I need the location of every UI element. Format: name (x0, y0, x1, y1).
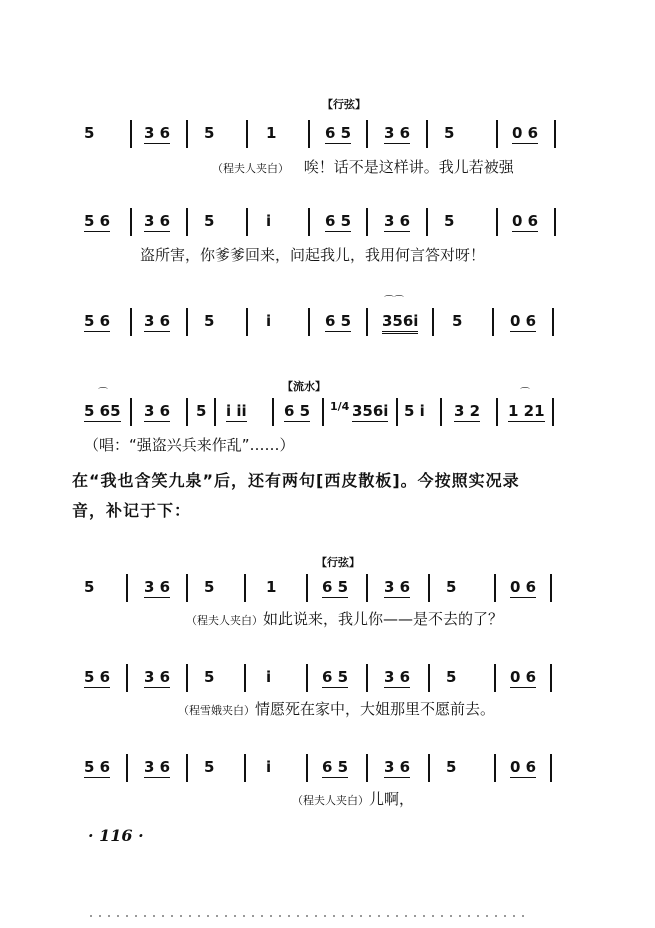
note: 5 6 (84, 312, 111, 330)
note: 5 i (404, 402, 425, 420)
note: 5 (444, 124, 455, 142)
lyric-text: 如此说来，我儿你——是不去的了？ (263, 610, 504, 628)
notation-row-1 (0, 116, 655, 156)
barline (396, 398, 398, 426)
barline (322, 398, 324, 426)
note: 356i (352, 402, 389, 420)
barline (306, 574, 308, 602)
barline (246, 120, 248, 148)
slur-mark: ⌒ (520, 388, 530, 399)
barline (246, 208, 248, 236)
note: 6 5 (325, 124, 352, 142)
barline (246, 308, 248, 336)
note: i ii (226, 402, 247, 420)
note: 6 5 (322, 758, 349, 776)
note: 5 (204, 758, 215, 776)
note: 5 6 (84, 758, 111, 776)
barline (186, 664, 188, 692)
tag-liushui: 【流水】 (282, 380, 326, 393)
barline (554, 120, 556, 148)
barline (308, 208, 310, 236)
note: 5 (204, 124, 215, 142)
lyric-text: 唉！话不是这样讲。我儿若被强 (303, 158, 514, 176)
note: 1 (266, 578, 277, 596)
note: i (266, 212, 272, 230)
note: 3 6 (144, 402, 171, 420)
notation-row-2 (0, 204, 655, 244)
barline (126, 664, 128, 692)
note: 0 6 (510, 758, 537, 776)
barline (496, 398, 498, 426)
barline (126, 574, 128, 602)
note: 3 6 (384, 758, 411, 776)
barline (428, 664, 430, 692)
barline (552, 398, 554, 426)
barline (186, 120, 188, 148)
lyric-line-5 (186, 608, 503, 629)
time-signature: 1/4 (330, 400, 350, 413)
note: 5 (444, 212, 455, 230)
slur-mark: ⌒ (98, 388, 108, 399)
speaker: （程夫人夹白） (212, 162, 289, 175)
note: 5 (204, 668, 215, 686)
lyric-line-4: （唱：“强盗兴兵来作乱”……） (84, 436, 295, 454)
barline (366, 664, 368, 692)
note: 3 6 (144, 212, 171, 230)
slur-mark: ⌒⌒ (384, 296, 404, 307)
notation-row-5 (0, 570, 655, 610)
lyric-text: 情愿死在家中，大姐那里不愿前去。 (255, 700, 496, 718)
note: 3 6 (144, 312, 171, 330)
barline (366, 754, 368, 782)
note: 0 6 (512, 212, 539, 230)
lyric-text: 儿啊， (369, 790, 415, 808)
tag-xingxian: 【行弦】 (322, 98, 366, 111)
barline (428, 574, 430, 602)
note: i (266, 668, 272, 686)
barline (244, 664, 246, 692)
note: i (266, 312, 272, 330)
barline (426, 208, 428, 236)
barline (366, 308, 368, 336)
note: 6 5 (284, 402, 311, 420)
barline (130, 120, 132, 148)
prose-line-1: 在“我也含笑九泉”后，还有两句[西皮散板]。今按照实况录 (72, 471, 520, 490)
note: 6 5 (322, 668, 349, 686)
note: 1 (266, 124, 277, 142)
note: i (266, 758, 272, 776)
barline (130, 398, 132, 426)
barline (550, 754, 552, 782)
barline (214, 398, 216, 426)
barline (432, 308, 434, 336)
barline (308, 120, 310, 148)
note: 6 5 (322, 578, 349, 596)
note: 5 (84, 124, 95, 142)
note: 6 5 (325, 212, 352, 230)
note: 0 6 (510, 312, 537, 330)
barline (494, 574, 496, 602)
note: 5 (196, 402, 207, 420)
note: 3 6 (384, 212, 411, 230)
barline (130, 208, 132, 236)
note: 5 6 (84, 668, 111, 686)
barline (496, 208, 498, 236)
note: 5 (452, 312, 463, 330)
note: 3 6 (144, 668, 171, 686)
barline (244, 754, 246, 782)
note: 5 (446, 578, 457, 596)
note: 3 6 (384, 668, 411, 686)
note: 5 (446, 758, 457, 776)
speaker: （程夫人夹白） (186, 614, 263, 627)
barline (186, 208, 188, 236)
barline (494, 664, 496, 692)
note: 0 6 (512, 124, 539, 142)
lyric-line-2: 盗所害，你爹爹回来，问起我儿，我用何言答对呀！ (140, 246, 486, 264)
note: 5 6 (84, 212, 111, 230)
tag-xingxian: 【行弦】 (316, 556, 360, 569)
barline (366, 120, 368, 148)
lyric-line-1 (212, 156, 514, 177)
note: 3 6 (384, 124, 411, 142)
note: 5 (204, 312, 215, 330)
lyric-line-6 (178, 698, 495, 719)
barline (366, 208, 368, 236)
barline (130, 308, 132, 336)
barline (366, 574, 368, 602)
barline (494, 754, 496, 782)
barline (186, 574, 188, 602)
notation-row-4 (0, 388, 655, 434)
note: 0 6 (510, 578, 537, 596)
notation-row-6 (0, 660, 655, 700)
barline (244, 574, 246, 602)
note: 3 6 (144, 578, 171, 596)
prose-line-2: 音，补记于下： (72, 501, 192, 520)
notation-row-7 (0, 750, 655, 790)
note: 0 6 (510, 668, 537, 686)
note: 3 6 (144, 124, 171, 142)
note: 5 (84, 578, 95, 596)
note: 5 (204, 578, 215, 596)
note: 5 (204, 212, 215, 230)
note: 3 2 (454, 402, 481, 420)
speaker: （程雪娥夹白） (178, 704, 255, 717)
speaker: （程夫人夹白） (292, 794, 369, 807)
note: 3 6 (384, 578, 411, 596)
barline (496, 120, 498, 148)
barline (306, 664, 308, 692)
scan-artifact (90, 915, 530, 917)
note: 356i (382, 312, 418, 334)
note: 3 6 (144, 758, 171, 776)
barline (426, 120, 428, 148)
lyric-line-7 (292, 788, 414, 809)
barline (186, 754, 188, 782)
notation-row-3 (0, 296, 655, 344)
barline (550, 574, 552, 602)
barline (272, 398, 274, 426)
barline (126, 754, 128, 782)
note: 5 (446, 668, 457, 686)
barline (308, 308, 310, 336)
barline (554, 208, 556, 236)
barline (428, 754, 430, 782)
note: 1 21 (508, 402, 545, 420)
note: 6 5 (325, 312, 352, 330)
barline (186, 308, 188, 336)
note: 5 65 (84, 402, 121, 420)
barline (186, 398, 188, 426)
barline (492, 308, 494, 336)
barline (440, 398, 442, 426)
barline (306, 754, 308, 782)
page-number: · 116 · (88, 826, 144, 845)
barline (550, 664, 552, 692)
barline (552, 308, 554, 336)
